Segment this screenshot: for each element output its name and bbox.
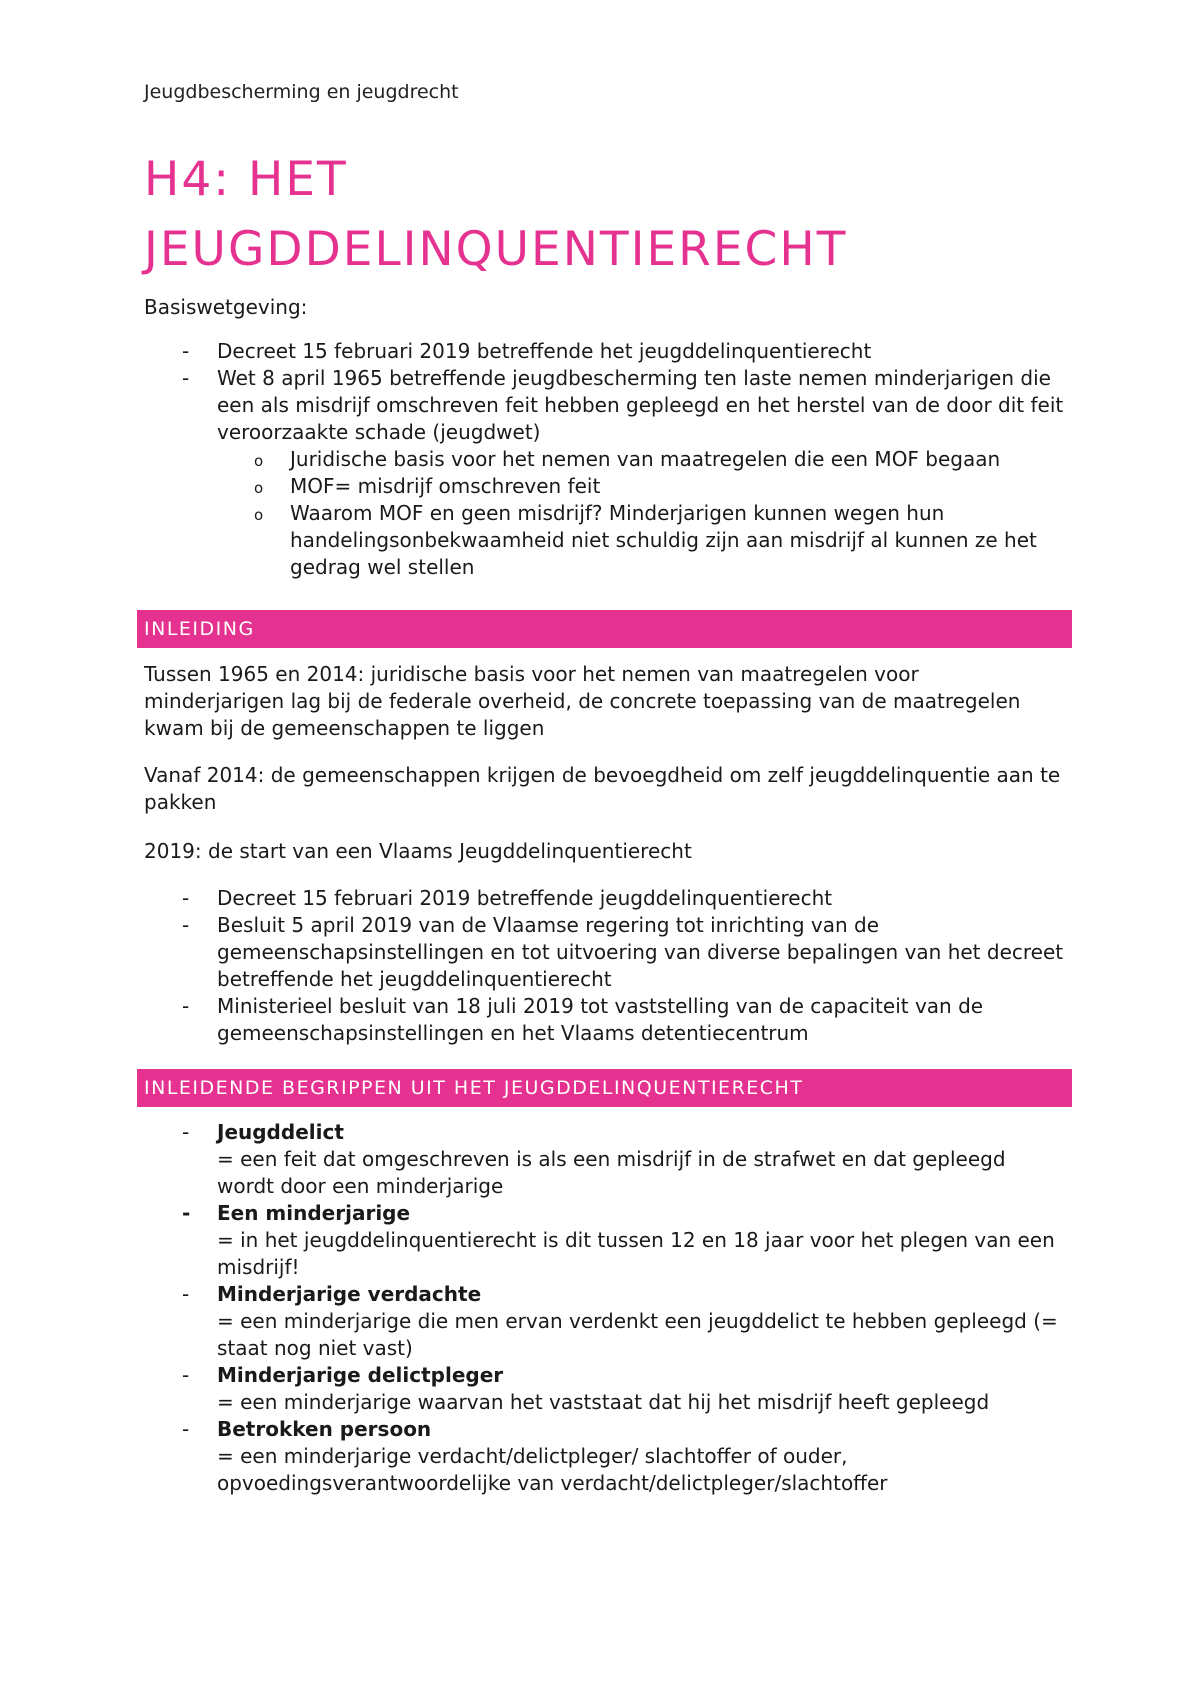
list-item: - Besluit 5 april 2019 van de Vlaamse regering tot inrichting van de gemeenschapsinstellingen en tot uitvoering van diverse bepalingen van het decreet betreffende het jeugddelinquentierecht	[182, 913, 1064, 991]
sub-list-item: o MOF= misdrijf omschreven feit	[217, 473, 1064, 500]
dash-bullet: -	[182, 1282, 190, 1306]
page-header: Jeugdbescherming en jeugdrecht	[144, 81, 459, 103]
dash-bullet: -	[182, 1120, 190, 1144]
chapter-title-line-1: H4: HET	[144, 152, 348, 207]
circle-bullet-icon: o	[254, 452, 264, 470]
term-item	[144, 1200, 1064, 1281]
section-heading-begrippen: INLEIDENDE BEGRIPPEN UIT HET JEUGDDELINQUENTIERECHT	[137, 1069, 1072, 1107]
basis-sublist	[217, 446, 1064, 581]
chapter-title-line-2: JEUGDDELINQUENTIERECHT	[144, 222, 848, 277]
term-item	[144, 1416, 1064, 1497]
term-definition: = in het jeugddelinquentierecht is dit tussen 12 en 18 jaar voor het plegen van een misdrijf!	[217, 1228, 1055, 1279]
inleiding-paragraph-1: Tussen 1965 en 2014: juridische basis voor het nemen van maatregelen voor minderjarigen lag bij de federale overheid, de concrete toepassing van de maatregelen kwam bij de gemeenschappen te liggen	[144, 662, 1021, 740]
basis-label: Basiswetgeving:	[144, 295, 308, 319]
term-item	[144, 1362, 1064, 1416]
list-item: - Decreet 15 februari 2019 betreffende jeugddelinquentierecht	[182, 886, 833, 910]
list-item: - Decreet 15 februari 2019 betreffende het jeugddelinquentierecht	[182, 339, 872, 363]
term-definition: = een minderjarige verdacht/delictpleger/ slachtoffer of ouder, opvoedingsverantwoordelijke van verdacht/delictpleger/slachtoffer	[217, 1444, 888, 1495]
term-definition: = een minderjarige die men ervan verdenkt een jeugddelict te hebben gepleegd (= staat nog niet vast)	[217, 1309, 1058, 1360]
section-heading-inleiding: INLEIDING	[137, 610, 1072, 648]
dash-bullet: -	[182, 366, 190, 390]
chapter-title	[144, 145, 847, 285]
term-item	[144, 1119, 1064, 1200]
dash-bullet: -	[182, 1417, 190, 1441]
term-label: Een minderjarige	[217, 1201, 411, 1225]
sub-list-item: o Juridische basis voor het nemen van maatregelen die een MOF begaan	[217, 446, 1064, 473]
term-item	[144, 1281, 1064, 1362]
sub-list-item: o Waarom MOF en geen misdrijf? Minderjarigen kunnen wegen hun handelingsonbekwaamheid niet schuldig zijn aan misdrijf al kunnen ze het gedrag wel stellen	[254, 501, 1037, 579]
circle-bullet-icon: o	[254, 506, 264, 524]
basis-list	[144, 338, 1064, 581]
terms-list	[144, 1119, 1064, 1497]
term-definition: = een feit dat omgeschreven is als een misdrijf in de strafwet en dat gepleegd wordt door een minderjarige	[217, 1147, 1006, 1198]
circle-bullet-icon: o	[254, 479, 264, 497]
term-label: Jeugddelict	[217, 1120, 344, 1144]
list-item: - Ministerieel besluit van 18 juli 2019 tot vaststelling van de capaciteit van de gemeenschapsinstellingen en het Vlaams detentiecentrum	[182, 994, 984, 1045]
dash-bullet: -	[182, 1201, 191, 1225]
inleiding-paragraph-2: Vanaf 2014: de gemeenschappen krijgen de bevoegdheid om zelf jeugddelinquentie aan te pakken	[144, 763, 1061, 814]
inleiding-list	[144, 885, 1064, 1047]
term-label: Minderjarige verdachte	[217, 1282, 482, 1306]
dash-bullet: -	[182, 339, 190, 363]
term-definition: = een minderjarige waarvan het vaststaat dat hij het misdrijf heeft gepleegd	[217, 1390, 990, 1414]
term-label: Minderjarige delictpleger	[217, 1363, 504, 1387]
dash-bullet: -	[182, 1363, 190, 1387]
inleiding-paragraph-3: 2019: de start van een Vlaams Jeugddelinquentierecht	[144, 839, 692, 863]
list-item: - Wet 8 april 1965 betreffende jeugdbescherming ten laste nemen minderjarigen die een als misdrijf omschreven feit hebben gepleegd en het herstel van de door dit feit veroorzaakte schade (jeugdwet) o Juridische basis voor het nemen van maatregelen die een MOF begaan o MOF= misdrijf omschreven feit o Waarom MOF en geen misdrijf? Minderjarigen kunnen wegen hun handelingsonbekwaamheid niet schuldig zijn aan misdrijf al kunnen ze het gedrag wel stellen	[182, 366, 1064, 579]
dash-bullet: -	[182, 913, 190, 937]
term-label: Betrokken persoon	[217, 1417, 432, 1441]
dash-bullet: -	[182, 994, 190, 1018]
dash-bullet: -	[182, 886, 190, 910]
